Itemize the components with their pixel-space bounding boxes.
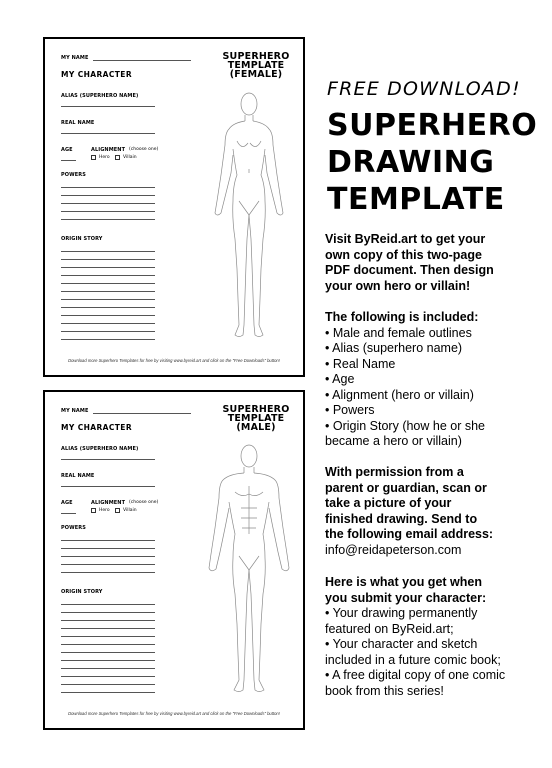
template-sheet-female <box>43 37 305 377</box>
benefit-item: included in a future comic book; <box>325 652 501 667</box>
permission-line: With permission from a <box>325 465 464 479</box>
included-heading: The following is included: <box>325 310 479 324</box>
alias-label: ALIAS (SUPERHERO NAME) <box>61 93 139 99</box>
real-name-label: REAL NAME <box>61 473 95 479</box>
powers-line <box>61 195 155 196</box>
age-line <box>61 160 76 161</box>
permission-line: finished drawing. Send to <box>325 511 478 526</box>
sheet-title-line2: TEMPLATE <box>227 413 285 424</box>
origin-line <box>61 339 155 340</box>
powers-line <box>61 203 155 204</box>
benefit-item: • A free digital copy of one comic <box>325 668 506 682</box>
origin-line <box>61 620 155 621</box>
promo-heading-line2: DRAWING <box>327 145 495 180</box>
origin-story-label: ORIGIN STORY <box>61 589 103 595</box>
my-name-line <box>93 413 191 414</box>
origin-line <box>61 307 155 308</box>
template-footer-note: Download more Superhero Templates for free by visiting www.byreid.art and click on the "Free Downloads" button! <box>68 711 280 716</box>
sheet-title-line3: (MALE) <box>236 422 276 433</box>
included-item: • Alignment (hero or villain) <box>325 387 474 402</box>
powers-label: POWERS <box>61 172 86 178</box>
promo-heading-line3: TEMPLATE <box>327 182 505 217</box>
age-line <box>61 513 76 514</box>
origin-line <box>61 612 155 613</box>
included-item: • Origin Story (how he or she <box>325 418 485 433</box>
template-footer-note: Download more Superhero Templates for free by visiting www.byreid.art and click on the "Free Downloads" button! <box>68 358 280 363</box>
powers-label: POWERS <box>61 525 86 531</box>
permission-line: take a picture of your <box>325 496 452 510</box>
hero-checkbox[interactable] <box>91 508 96 513</box>
my-character-heading: MY CHARACTER <box>61 70 132 79</box>
origin-line <box>61 283 155 284</box>
real-name-line <box>61 133 155 134</box>
alignment-label: ALIGNMENT <box>91 147 126 153</box>
real-name-label: REAL NAME <box>61 120 95 126</box>
origin-line <box>61 668 155 669</box>
powers-line <box>61 540 155 541</box>
benefit-item: book from this series! <box>325 683 444 698</box>
intro-line: own copy of this two-page <box>325 247 482 262</box>
male-body-outline <box>205 442 293 704</box>
powers-line <box>61 548 155 549</box>
benefits-section <box>325 575 545 699</box>
origin-line <box>61 259 155 260</box>
origin-line <box>61 331 155 332</box>
contact-email[interactable]: info@reidapeterson.com <box>325 542 462 557</box>
alignment-label: ALIGNMENT <box>91 500 126 506</box>
origin-line <box>61 299 155 300</box>
powers-line <box>61 187 155 188</box>
benefit-item: featured on ByReid.art; <box>325 621 454 636</box>
real-name-line <box>61 486 155 487</box>
origin-line <box>61 267 155 268</box>
age-label: AGE <box>61 500 73 506</box>
origin-line <box>61 315 155 316</box>
origin-line <box>61 291 155 292</box>
villain-checkbox[interactable] <box>115 155 120 160</box>
promo-intro <box>325 232 545 294</box>
alias-line <box>61 459 155 460</box>
powers-line <box>61 564 155 565</box>
origin-line <box>61 644 155 645</box>
intro-line: PDF document. Then design <box>325 263 494 277</box>
origin-line <box>61 652 155 653</box>
choose-one-note: (choose one) <box>129 147 159 152</box>
alias-label: ALIAS (SUPERHERO NAME) <box>61 446 139 452</box>
my-name-line <box>93 60 191 61</box>
origin-line <box>61 692 155 693</box>
sheet-title-line1: SUPERHERO <box>222 51 290 62</box>
free-download-heading: FREE DOWNLOAD! <box>327 78 521 100</box>
included-item: • Alias (superhero name) <box>325 341 463 355</box>
choose-one-note: (choose one) <box>129 500 159 505</box>
included-item: • Male and female outlines <box>325 325 472 340</box>
powers-line <box>61 556 155 557</box>
promo-heading-line1: SUPERHERO <box>327 108 538 143</box>
intro-line: Visit ByReid.art to get your <box>325 232 486 246</box>
sheet-title-line3: (FEMALE) <box>229 69 283 80</box>
villain-checkbox[interactable] <box>115 508 120 513</box>
origin-line <box>61 323 155 324</box>
template-sheet-male <box>43 390 305 730</box>
alias-line <box>61 106 155 107</box>
villain-label: Villain <box>123 508 137 513</box>
origin-line <box>61 251 155 252</box>
intro-line: your own hero or villain! <box>325 278 471 293</box>
my-name-label: MY NAME <box>61 55 89 61</box>
benefits-heading: you submit your character: <box>325 590 487 605</box>
female-body-outline <box>205 89 293 351</box>
origin-line <box>61 676 155 677</box>
sheet-title <box>213 405 299 432</box>
origin-line <box>61 684 155 685</box>
age-label: AGE <box>61 147 73 153</box>
origin-line <box>61 275 155 276</box>
hero-checkbox[interactable] <box>91 155 96 160</box>
sheet-title <box>213 52 299 79</box>
included-item: • Real Name <box>325 356 396 371</box>
my-name-label: MY NAME <box>61 408 89 414</box>
benefit-item: • Your character and sketch <box>325 637 478 651</box>
my-character-heading: MY CHARACTER <box>61 423 132 432</box>
origin-line <box>61 660 155 661</box>
included-section <box>325 310 545 450</box>
included-item: • Age <box>325 372 355 386</box>
hero-label: Hero <box>99 155 110 160</box>
origin-line <box>61 604 155 605</box>
origin-story-label: ORIGIN STORY <box>61 236 103 242</box>
powers-line <box>61 219 155 220</box>
permission-line: the following email address: <box>325 527 494 541</box>
included-item: became a hero or villain) <box>325 434 462 448</box>
benefit-item: • Your drawing permanently <box>325 606 478 620</box>
permission-section <box>325 465 545 558</box>
origin-line <box>61 628 155 629</box>
benefits-heading: Here is what you get when <box>325 575 482 589</box>
villain-label: Villain <box>123 155 137 160</box>
hero-label: Hero <box>99 508 110 513</box>
origin-line <box>61 636 155 637</box>
permission-line: parent or guardian, scan or <box>325 480 487 495</box>
included-item: • Powers <box>325 403 375 417</box>
sheet-title-line2: TEMPLATE <box>227 60 285 71</box>
powers-line <box>61 572 155 573</box>
sheet-title-line1: SUPERHERO <box>222 404 290 415</box>
powers-line <box>61 211 155 212</box>
